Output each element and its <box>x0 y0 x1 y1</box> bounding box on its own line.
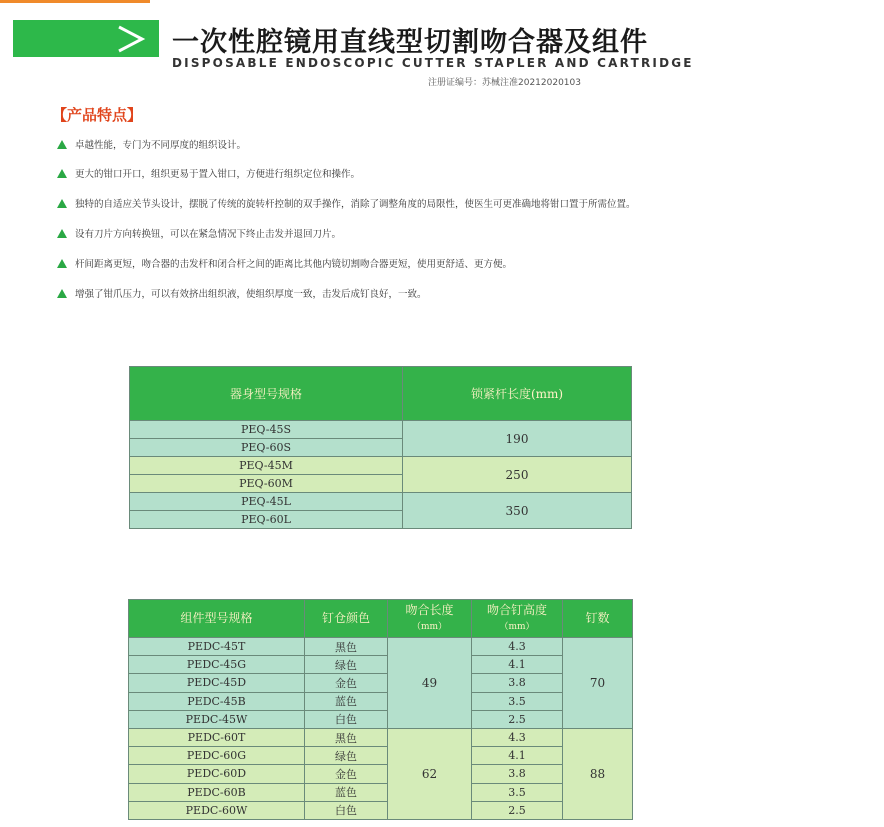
height-cell: 3.5 <box>472 783 563 801</box>
height-cell: 4.3 <box>472 638 563 656</box>
table-header-cell: 锁紧杆长度(mm) <box>403 367 632 421</box>
table-row <box>129 728 633 746</box>
table-row <box>130 421 632 439</box>
color-cell: 金色 <box>305 674 388 692</box>
model-cell: PEDC-45D <box>129 674 305 692</box>
table-row <box>129 801 633 819</box>
model-cell: PEDC-60B <box>129 783 305 801</box>
height-cell: 3.5 <box>472 692 563 710</box>
height-cell: 4.1 <box>472 656 563 674</box>
table-row <box>129 783 633 801</box>
page-subtitle: DISPOSABLE ENDOSCOPIC CUTTER STAPLER AND CARTRIDGE <box>172 56 694 70</box>
feature-item: 增强了钳爪压力，可以有效挤出组织液，使组织厚度一致，击发后成钉良好，一致。 <box>57 286 427 300</box>
triangle-bullet-icon <box>57 199 67 208</box>
height-cell: 2.5 <box>472 801 563 819</box>
top-accent-bar <box>0 0 150 3</box>
registration-number: 注册证编号：苏械注准20212020103 <box>428 78 581 88</box>
model-cell: PEQ-60M <box>130 475 403 493</box>
length-cell: 350 <box>403 493 632 529</box>
header-green-box <box>13 20 159 57</box>
table-header-cell: 钉仓颜色 <box>305 600 388 638</box>
table-row <box>129 747 633 765</box>
length-cell: 250 <box>403 457 632 493</box>
table-header-cell: 组件型号规格 <box>129 600 305 638</box>
table-row <box>129 765 633 783</box>
triangle-bullet-icon <box>57 289 67 298</box>
model-cell: PEQ-45S <box>130 421 403 439</box>
color-cell: 白色 <box>305 710 388 728</box>
feature-item: 杆间距离更短，吻合器的击发杆和闭合杆之间的距离比其他内镜切割吻合器更短，使用更舒适、更方便。 <box>57 256 512 270</box>
model-cell: PEDC-60T <box>129 728 305 746</box>
table-row <box>130 457 632 475</box>
table-header-cell: 吻合钉高度 （mm） <box>472 600 563 638</box>
table-header-cell: 吻合长度 （mm） <box>388 600 472 638</box>
height-cell: 4.1 <box>472 747 563 765</box>
model-cell: PEQ-60S <box>130 439 403 457</box>
cartridge-spec-table <box>128 599 633 820</box>
model-cell: PEDC-60W <box>129 801 305 819</box>
length-cell: 49 <box>388 638 472 729</box>
table-header-cell: 钉数 <box>563 600 633 638</box>
height-cell: 2.5 <box>472 710 563 728</box>
model-cell: PEDC-45B <box>129 692 305 710</box>
feature-item: 卓越性能，专门为不同厚度的组织设计。 <box>57 137 246 151</box>
model-cell: PEDC-45G <box>129 656 305 674</box>
table-row <box>129 710 633 728</box>
color-cell: 黑色 <box>305 638 388 656</box>
height-cell: 3.8 <box>472 765 563 783</box>
model-cell: PEDC-60D <box>129 765 305 783</box>
count-cell: 70 <box>563 638 633 729</box>
color-cell: 绿色 <box>305 747 388 765</box>
height-cell: 4.3 <box>472 728 563 746</box>
table-row <box>129 692 633 710</box>
color-cell: 白色 <box>305 801 388 819</box>
table-row <box>129 656 633 674</box>
feature-item: 设有刀片方向转换钮，可以在紧急情况下终止击发并退回刀片。 <box>57 226 341 240</box>
model-cell: PEDC-60G <box>129 747 305 765</box>
color-cell: 绿色 <box>305 656 388 674</box>
feature-item: 独特的自适应关节头设计，摆脱了传统的旋转杆控制的双手操作，消除了调整角度的局限性，使医生可更准确地将钳口置于所需位置。 <box>57 196 636 210</box>
table-header-cell: 器身型号规格 <box>130 367 403 421</box>
color-cell: 蓝色 <box>305 692 388 710</box>
model-cell: PEQ-60L <box>130 511 403 529</box>
table-row <box>130 493 632 511</box>
chevron-right-icon <box>113 24 149 54</box>
model-cell: PEDC-45W <box>129 710 305 728</box>
height-cell: 3.8 <box>472 674 563 692</box>
triangle-bullet-icon <box>57 140 67 149</box>
table-row <box>129 638 633 656</box>
triangle-bullet-icon <box>57 229 67 238</box>
triangle-bullet-icon <box>57 169 67 178</box>
triangle-bullet-icon <box>57 259 67 268</box>
length-cell: 62 <box>388 728 472 819</box>
color-cell: 金色 <box>305 765 388 783</box>
model-cell: PEQ-45M <box>130 457 403 475</box>
length-cell: 190 <box>403 421 632 457</box>
feature-item: 更大的钳口开口，组织更易于置入钳口，方便进行组织定位和操作。 <box>57 166 360 180</box>
color-cell: 蓝色 <box>305 783 388 801</box>
color-cell: 黑色 <box>305 728 388 746</box>
page-title: 一次性腔镜用直线型切割吻合器及组件 <box>172 27 648 58</box>
model-cell: PEDC-45T <box>129 638 305 656</box>
model-cell: PEQ-45L <box>130 493 403 511</box>
body-spec-table <box>129 366 632 529</box>
features-heading: 【产品特点】 <box>52 106 143 124</box>
count-cell: 88 <box>563 728 633 819</box>
table-row <box>129 674 633 692</box>
